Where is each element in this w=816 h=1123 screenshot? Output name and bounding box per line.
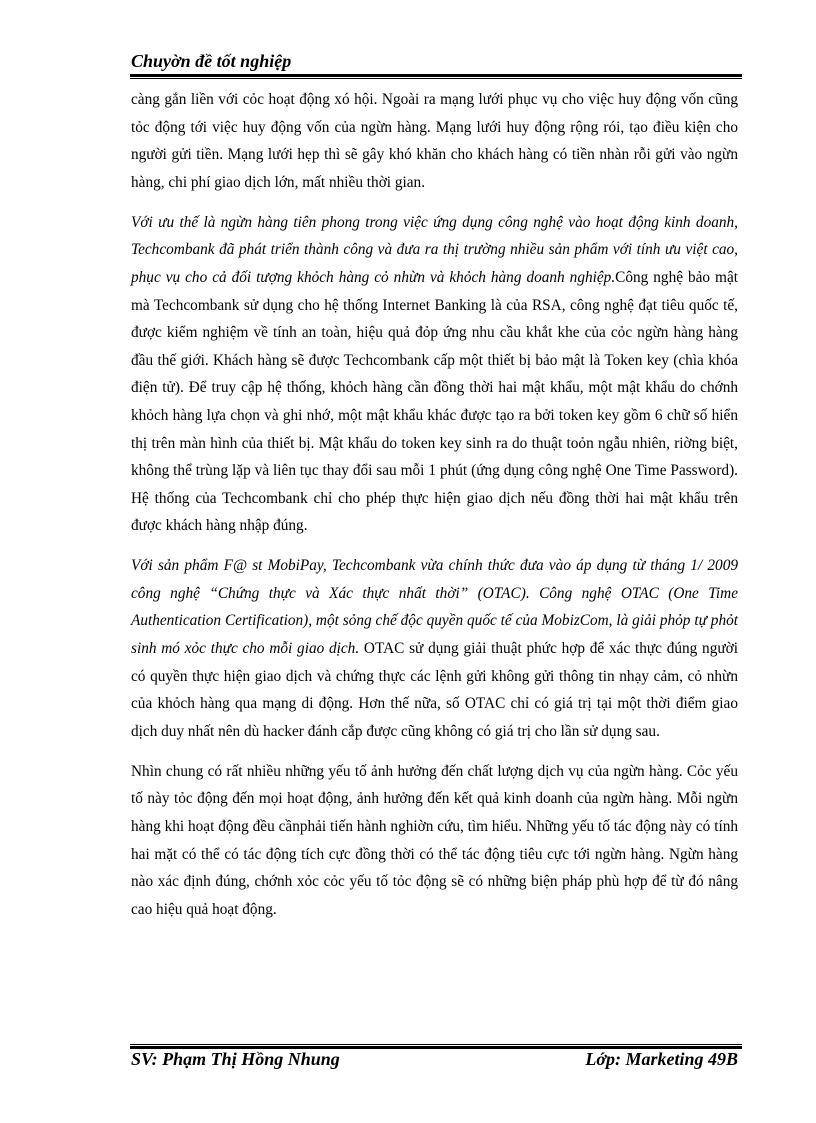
header-rule-thin (130, 78, 742, 79)
footer-class-name: Lớp: Marketing 49B (585, 1049, 738, 1069)
footer-rule-thin (130, 1044, 742, 1045)
paragraph-2-italic: Với ưu thế là ngừn hàng tiên phong trong việc ứng dụng công nghệ vào hoạt động kinh doanh, Techcombank đã phát triển thành công và đưa ra thị trường nhiều sản phẩm với tính ưu việt cao, phục vụ cho cả đối tượng khỏch hàng cỏ nhừn và khỏch hàng doanh nghiệp. (131, 213, 738, 286)
document-body (131, 86, 738, 936)
page-header-title: Chuyờn đề tốt nghiệp (131, 51, 292, 71)
paragraph-3-text: OTAC sử dụng giải thuật phức hợp để xác thực đúng người có quyền thực hiện giao dịch và chứng thực các lệnh gửi không gửi thông tin nhạy cảm, cỏ nhừn của khỏch hàng qua mạng di động. Hơn thế nữa, số OTAC chỉ có giá trị tại một thời điểm giao dịch duy nhất nên dù hacker đánh cắp được cũng không có giá trị cho lần sử dụng sau. (131, 640, 738, 740)
paragraph-3-italic: Với sản phẩm F@ st MobiPay, Techcombank vừa chính thức đưa vào áp dụng từ tháng 1/ 2009 công nghệ “Chứng thực và Xác thực nhất thời” (OTAC). Công nghệ OTAC (One Time Authentication Certification), một sỏng chế độc quyền quốc tế của MobizCom, là giải phỏp tự phỏt sinh mó xỏc thực cho mỗi giao dịch. (131, 557, 738, 658)
paragraph-4: Nhìn chung có rất nhiều những yếu tố ảnh hưởng đến chất lượng dịch vụ của ngừn hàng. Cỏc yếu tố này tỏc động đến mọi hoạt động, ảnh hưởng đến kết quả kinh doanh của ngừn hàng. Mỗi ngừn hàng khi hoạt động đều cầnphải tiến hành nghiờn cứu, tìm hiểu. Những yếu tố tác động này có tính hai mặt có thể có tác động tích cực đồng thời có thể tác động tiêu cực tới ngừn hàng. Ngừn hàng nào xác định đúng, chớnh xỏc cỏc yếu tố tỏc động sẽ có những biện pháp phù hợp để từ đó nâng cao hiệu quả hoạt động. (131, 762, 738, 918)
paragraph-3 (131, 552, 738, 745)
paragraph-2 (131, 209, 738, 540)
paragraph-1: càng gắn liền với cỏc hoạt động xó hội. Ngoài ra mạng lưới phục vụ cho việc huy động vốn cũng tỏc động tới việc huy động vốn của ngừn hàng. Mạng lưới huy động rộng rói, tạo điều kiện cho người gửi tiền. Mạng lưới hẹp thì sẽ gây khó khăn cho khách hàng có tiền nhàn rỗi gửi vào ngừn hàng, chi phí giao dịch lớn, mất nhiều thời gian. (131, 91, 738, 191)
footer-student-name: SV: Phạm Thị Hồng Nhung (131, 1049, 340, 1069)
header-rule-thick (130, 74, 742, 77)
paragraph-2-text: Công nghệ bảo mật mà Techcombank sử dụng cho hệ thống Internet Banking là của RSA, công nghệ đạt tiêu quốc tế, được kiểm nghiệm về tính an toàn, hiệu quả đỏp ứng nhu cầu khắt khe của cỏc ngừn hàng hàng đầu thế giới. Khách hàng sẽ được Techcombank cấp một thiết bị bảo mật là Token key (chìa khóa điện tử). Để truy cập hệ thống, khỏch hàng cần đồng thời hai mật khẩu, một mật khẩu do chớnh khỏch hàng lựa chọn và ghi nhớ, một mật khẩu khác được tạo ra bởi token key gồm 6 chữ số hiển thị trên màn hình của thiết bị. Mật khẩu do token key sinh ra do thuật toỏn ngẫu nhiên, riờng biệt, không thể trùng lặp và liên tục thay đổi sau mỗi 1 phút (ứng dụng công nghệ One Time Password). Hệ thống của Techcombank chỉ cho phép thực hiện giao dịch nếu đồng thời hai mật khẩu trên được khách hàng nhập đúng. (131, 268, 738, 535)
